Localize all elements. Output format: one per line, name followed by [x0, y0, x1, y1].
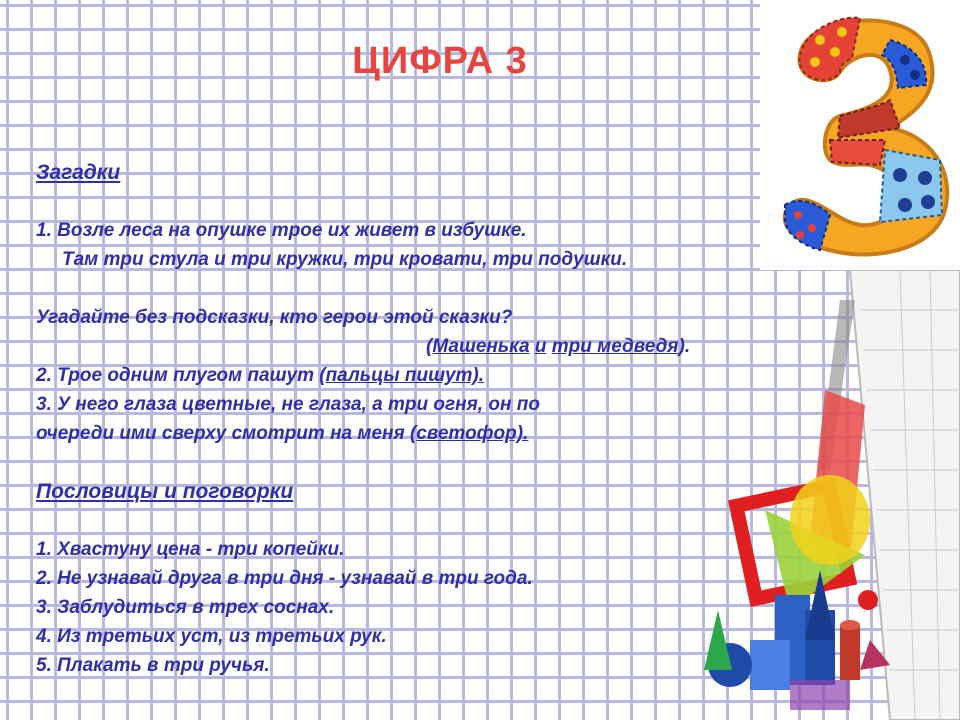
proverb-item: 1. Хвастуну цена - три копейки. — [36, 539, 345, 560]
text-content — [36, 158, 776, 680]
proverb-item: 5. Плакать в три ручья. — [36, 655, 270, 676]
page-title: ЦИФРА 3 — [352, 40, 528, 82]
patchwork-three-image — [760, 0, 960, 270]
proverb-item: 2. Не узнавай друга в три дня - узнавай в три года. — [36, 568, 533, 589]
proverb-item: 3. Заблудиться в трех соснах. — [36, 597, 335, 618]
riddle-3-line-2: очереди ими сверху смотрит на меня (светофор). — [36, 423, 529, 444]
riddles-heading: Загадки — [36, 161, 121, 184]
riddle-1-line-2: Там три стула и три кружки, три кровати, три подушки. — [62, 249, 628, 270]
proverb-item: 4. Из третьих уст, из третьих рук. — [36, 626, 387, 647]
riddle-3-line-1: 3. У него глаза цветные, не глаза, а три огня, он по — [36, 394, 540, 415]
proverbs-heading: Пословицы и поговорки — [36, 480, 294, 503]
riddle-1-line-1: 1. Возле леса на опушке трое их живет в избушке. — [36, 220, 527, 241]
riddle-1-line-3: Угадайте без подсказки, кто герои этой сказки? — [36, 307, 513, 328]
riddle-2: 2. Трое одним плугом пашут (пальцы пишут). — [36, 365, 485, 386]
riddle-1-answer: (Машенька и три медведя). — [426, 336, 691, 357]
